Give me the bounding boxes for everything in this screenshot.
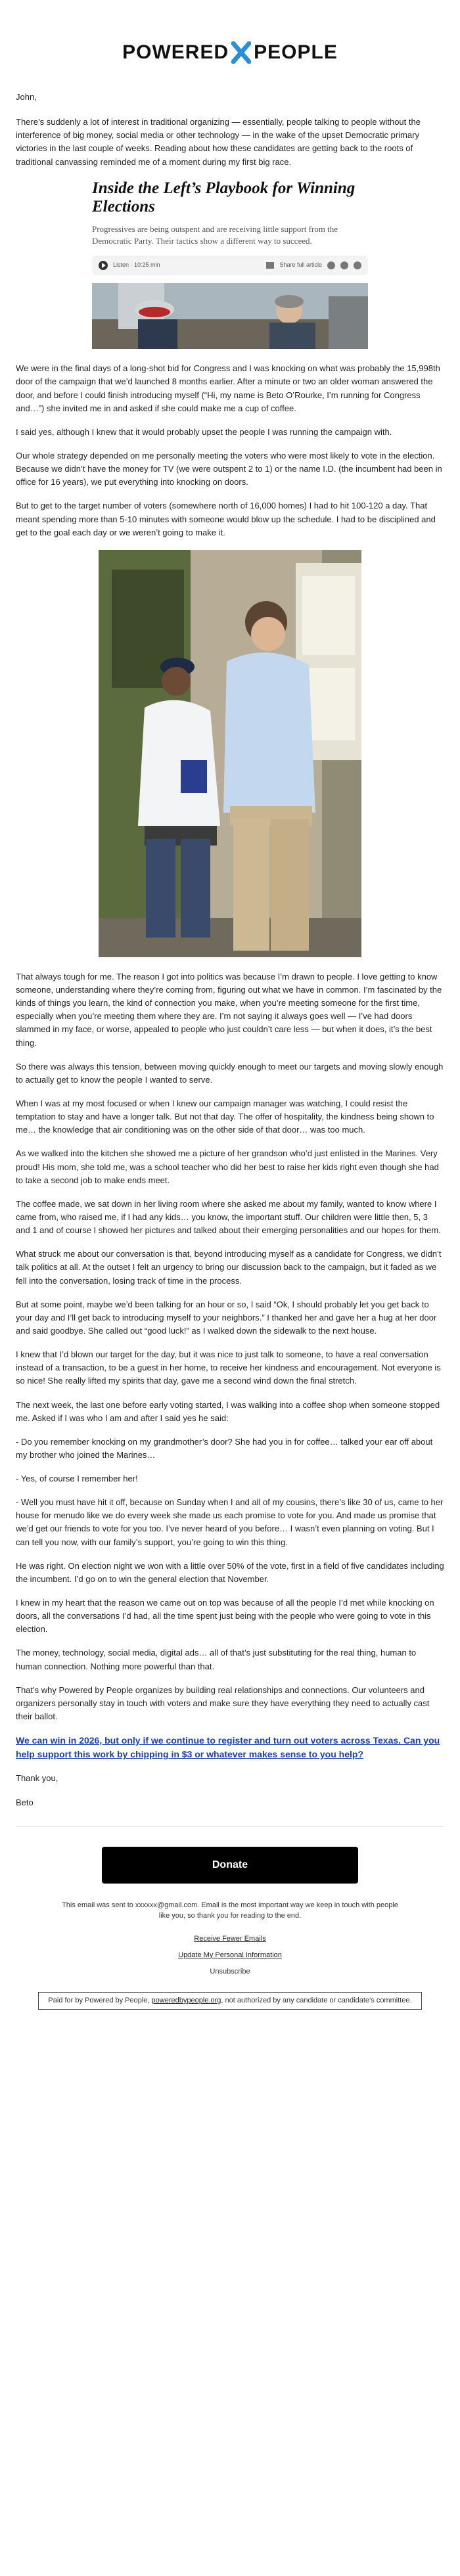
logo-word-right: PEOPLE (254, 41, 338, 63)
door-knocking-photo (99, 550, 361, 957)
paid-for-disclaimer (38, 1992, 421, 2010)
body-paragraph: But to get to the target number of voters (somewhere north of 16,000 homes) I had to hit 100-120 a day. That meant spending more than 5-10 minutes with someone would blow up the schedule. I had to be disciplined and get to the goal each day or we weren’t going to make it. (16, 501, 436, 537)
body-paragraph: So there was always this tension, between moving quickly enough to meet our targets and moving slowly enough to actually get to know the people I wanted to serve. (16, 1061, 444, 1085)
article-photo (92, 283, 368, 349)
gift-icon[interactable] (266, 262, 274, 269)
body-paragraph: That’s why Powered by People organizes by building real relationships and connections. Our volunteers and organizers personally stay in touch with voters and make sure they have everything they need to actually cast their ballot. (16, 1684, 430, 1722)
body-paragraph: There’s suddenly a lot of interest in traditional organizing — essentially, people talking to people without the interference of big money, social media or other technology — in the wake of the upset Democratic primary victories in the last couple of weeks. Reading about how these candidates are getting back to the roots of traditional canvassing reminded me of a moment during my first big race. (16, 117, 421, 167)
body-paragraph: But at some point, maybe we’d been talking for an hour or so, I said “Ok, I should probably let you get back to your day and I’ll get back to introducing myself to your neighbors.” I thanked her and gave her a hug at her door and said goodbye. She called out “good luck!” as I walked down the sidewalk to the next house. (16, 1299, 437, 1336)
body-paragraph: I said yes, although I knew that it would probably upset the people I was running the campaign with. (16, 426, 392, 437)
body-paragraph: We were in the final days of a long-shot bid for Congress and I was knocking on what was probably the 15,998th door of the campaign that we’d launched 8 months earlier. After a minute or two an older woman answered the door, and before I could finish introducing myself (“Hi, my name is Beto O’Rourke, I’m running for Congress and…”) she invited me in and asked if she could make me a cup of coffee. (16, 363, 440, 413)
email-page (0, 26, 460, 2028)
footer-note: This email was sent to xxxxxx@gmail.com. Email is the most important way we keep in touch with people like you, so thank you for reading to the end. (62, 1901, 398, 1920)
logo-x-mark-icon (231, 41, 251, 64)
footer-divider (16, 1826, 444, 1827)
body-paragraph: - Well you must have hit it off, because on Sunday when I and all of my cousins, there’s like 30 of us, came to her house for menudo like we do every week she made us each promise to vote for you. And made us promise that we’d get our friends to vote for you too. I’ve never heard of you before… I wasn’t even planning on voting. But I can tell you now, with our family’s support, you’re going to win this thing. (16, 1497, 444, 1547)
body-paragraph: I knew that I’d blown our target for the day, but it was nice to just talk to someone, to have a real conversation instead of a transaction, to be a guest in her home, to receive her kindness and encouragement. Not everyone is so nice! She really lifted my spirits that day, gave me a second wind down the final stretch. (16, 1349, 441, 1386)
body-paragraph: When I was at my most focused or when I knew our campaign manager was watching, I could resist the temptation to stay and have a longer talk. But not that day. The offer of hospitality, the kindness being shown to me… the knowledge that air conditioning was on the other side of that door… was too much. (16, 1098, 434, 1135)
receive-fewer-emails-link[interactable]: Receive Fewer Emails (194, 1934, 266, 1943)
paid-for-site-link[interactable]: poweredbypeople.org (151, 1996, 221, 2004)
share-label[interactable]: Share full article (279, 261, 322, 269)
body-paragraph: As we walked into the kitchen she showed me a picture of her grandson who’d just enlisted in the Marines. Very proud! His mom, she told me, was a school teacher who did her best to raise her kids right even though she had to take a second job to make ends meet. (16, 1148, 439, 1185)
article-action-bar (92, 256, 368, 275)
closing: Thank you, (16, 1773, 58, 1784)
body-paragraph: I knew in my heart that the reason we came out on top was because of all the people I’d met while knocking on doors, all the conversations I’d had, all the time spent just being with the people who were going to vote in this election. (16, 1598, 434, 1635)
greeting: John, (16, 92, 37, 102)
article-title: Inside the Left’s Playbook for Winning Elections (92, 179, 356, 216)
body-paragraph: Our whole strategy depended on me personally meeting the voters who were most likely to vote in the election. Because we didn’t have the money for TV (we were outspent 2 to 1) or the name I.D. (the incumbent had been in office for 16 years), we put everything into knocking on doors. (16, 451, 442, 487)
body-paragraph: The money, technology, social media, digital ads… all of that’s just substituting for the real thing, human to human connection. Nothing more powerful than that. (16, 1648, 417, 1671)
body-paragraph: - Yes, of course I remember her! (16, 1474, 138, 1484)
play-icon[interactable] (99, 261, 108, 270)
donate-button[interactable]: Donate (102, 1847, 358, 1884)
listen-label: Listen · 10:25 min (113, 261, 160, 269)
powered-by-people-logo[interactable] (16, 26, 444, 79)
email-footer (16, 1847, 444, 2028)
logo-word-left: POWERED (122, 41, 229, 63)
article-preview-card[interactable] (92, 179, 368, 350)
body-paragraph: What struck me about our conversation is that, beyond introducing myself as a candidate for Congress, we didn’t talk politics at all. At the outset I felt an urgency to bring our discussion back to the campaign, but it faded as we fell into the conversation, losing track of time in the process. (16, 1249, 442, 1286)
body-paragraph: He was right. On election night we won with a little over 50% of the vote, first in a field of five candidates including the incumbent. I’d go on to win the general election that November. (16, 1560, 444, 1584)
body-paragraph: The next week, the last one before early voting started, I was walking into a coffee shop when someone stopped me. Asked if I was who I am and after I said yes he said: (16, 1399, 440, 1423)
body-paragraph: - Do you remember knocking on my grandmother’s door? She had you in for coffee… talked your ear off about my brother who joined the Marines… (16, 1436, 433, 1460)
unsubscribe-link[interactable]: Unsubscribe (210, 1967, 250, 1976)
update-info-link[interactable]: Update My Personal Information (178, 1951, 282, 1959)
body-paragraph: That always tough for me. The reason I got into politics was because I’m drawn to people. I love getting to know someone, understanding where they’re coming from, figuring out what we have in common. I’m fascinated by the kinds of things you learn, the kind of connection you make, when you’re meeting someone for the first time, especially when you’re meeting them where they are. I’m not saying it always goes well — I’ve had doors slammed in my face, or worse, appealed to people who just couldn’t care less — but when it does, it’s the best thing. (16, 971, 442, 1048)
comment-icon[interactable] (354, 261, 361, 269)
email-body (16, 79, 444, 1809)
signature: Beto (16, 1797, 34, 1807)
paid-for-suffix: , not authorized by any candidate or candidate’s committee. (221, 1996, 412, 2004)
paid-for-prefix: Paid for by Powered by People, (48, 1996, 150, 2004)
body-paragraph: The coffee made, we sat down in her living room where she asked me about my family, wanted to know where I came from, who raised me, if I had any kids… you know, the important stuff. Our children were little then, 5, 3 and 1 and of course I showed her pictures and talked about their emerging personalities and our hopes for them. (16, 1198, 441, 1236)
bookmark-icon[interactable] (340, 261, 348, 269)
donate-cta-link[interactable]: We can win in 2026, but only if we continue to register and turn out voters across Texas. Can you help support this work by chipping in $3 or whatever makes sense to you help? (16, 1735, 440, 1760)
share-icon[interactable] (327, 261, 335, 269)
article-subtitle: Progressives are being outspent and are receiving little support from the Democratic Party. Their tactics show a different way to succeed. (92, 224, 338, 246)
